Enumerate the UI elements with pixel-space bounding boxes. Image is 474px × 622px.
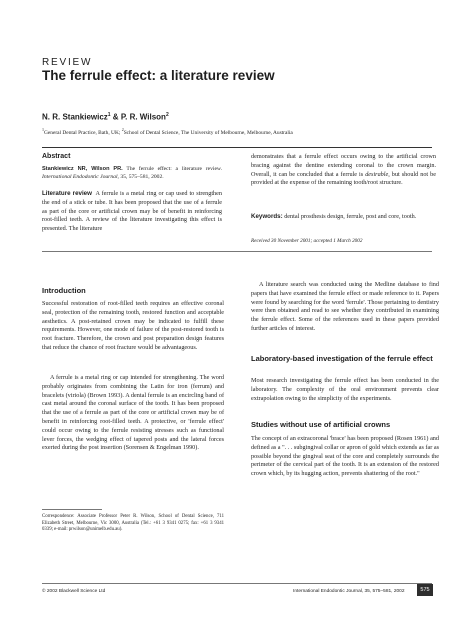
right-paragraph-2: Most research investigating the ferrule effect has been conducted in the laboratory. The complexity of the oral environment prevents clear extrapolation owing to the simplicity of the experiments.: [251, 377, 439, 402]
article-title: The ferrule effect: a literature review: [42, 68, 275, 83]
abstract-top-rule: [42, 147, 432, 148]
right-paragraph-3: The concept of an extracoronal 'brace' has been proposed (Rosen 1961) and defined as a ". . . subgingival collar or apron of gold which extends as far as possible beyond the gingival seat of the core and completely surrounds the perimeter of the cervical part of the tooth. It is an extension of the restored crown which, by its hugging action, prevents shattering of the root.": [251, 435, 439, 478]
keywords: [251, 213, 436, 222]
intro-paragraph-1: Successful restoration of root-filled teeth requires an effective coronal seal, protection of the remaining tooth, restored function and acceptable aesthetics. A post-retained crown may be indicated to fulfill these requirements. However, one mode of failure of the post-restored tooth is root fracture. Therefore, the crown and post preparation design features that reduce the chance of root fracture would be advantageous.: [42, 300, 224, 351]
abstract-bottom-rule: [42, 251, 432, 252]
footer-journal-volume: 35, 575–581, 2002: [363, 589, 405, 594]
author-amp: &: [110, 112, 121, 122]
section-heading-studies: Studies without use of artificial crowns: [251, 420, 391, 429]
keywords-text: dental prosthesis design, ferrule, post and core, tooth.: [282, 213, 417, 220]
footer-rule: [42, 583, 432, 584]
footer-journal: [293, 589, 405, 594]
keywords-label: Keywords:: [251, 213, 283, 220]
affil-sup-1: 1: [42, 127, 44, 132]
abstract-text-right-italic: desirable: [365, 170, 389, 178]
abstract-text-right-1: demonstrates that a ferrule effect occurs owing to the artificial crown bracing against the dentine extending coronal to the crown margin. Overall, it can be concluded that a ferrule is: [251, 153, 436, 178]
page-number: 575: [417, 584, 433, 596]
footer-copyright: © 2002 Blackwell Science Ltd: [42, 589, 106, 594]
correspondence-note: Correspondence: Associate Professor Peter R. Wilson, School of Dental Science, 711 Elizabeth Street, Melbourne, Vic 3000, Australia (Tel.: +61 3 9341 0275; fax: +61 3 9341 0339; e-mail: prwilson@unimelb.edu.au).: [42, 514, 224, 533]
affiliations: [42, 126, 442, 137]
section-heading-introduction: Introduction: [42, 286, 86, 295]
citation-authors: Stankiewicz NR, Wilson PR.: [42, 166, 123, 172]
author-1-sup: 1: [107, 112, 111, 118]
right-paragraph-1: A literature search was conducted using the Medline database to find papers that have examined the ferrule effect or made reference to it. Papers were found by searching for the word 'ferrule'. Those pertaining to dentistry were then obtained and read to see whether they contributed in examining the ferrule effect. Some of the references used in these papers provided further articles of interest.: [251, 281, 439, 332]
intro-paragraph-2: A ferrule is a metal ring or cap intended for strengthening. The word probably originates from combining the Latin for iron (ferrum) and bracelets (viriola) (Brown 1993). A dental ferrule is an encircling band of cast metal around the coronal surface of the tooth. It has been proposed that the use of a ferrule as part of the core or artificial crown may be of benefit in reinforcing root-filled teeth. A protective, or 'ferrule effect' could occur owing to the ferrule resisting stresses such as functional lever forces, the wedging effect of tapered posts and the lateral forces exerted during the post insertion (Sorensen & Engelman 1990).: [42, 374, 224, 452]
abstract-body-right: [251, 153, 436, 188]
abstract-citation: [42, 165, 222, 181]
abstract-body-left: [42, 190, 222, 234]
author-2: P. R. Wilson: [120, 112, 166, 122]
footer-journal-name: International Endodontic Journal,: [293, 589, 364, 594]
abstract-lead-label: Literature review: [42, 190, 92, 197]
section-heading-laboratory: Laboratory-based investigation of the ferrule effect: [251, 354, 433, 363]
citation-title: The ferrule effect: a literature review.: [122, 166, 222, 172]
author-2-sup: 2: [165, 112, 169, 118]
citation-volume: , 35, 575–581, 2002.: [117, 174, 164, 180]
abstract-text-right-2: , but should not be provided at the expense of the remaining tooth/root structure.: [251, 170, 437, 187]
footnote-rule: [42, 509, 102, 510]
received-dates: Received 30 November 2001; accepted 1 March 2002: [251, 238, 363, 244]
affil-1: General Dental Practice, Bath, UK;: [44, 129, 122, 136]
author-line: [42, 112, 169, 122]
citation-journal: International Endodontic Journal: [42, 174, 118, 180]
article-type-label: REVIEW: [42, 57, 93, 68]
author-1: N. R. Stankiewicz: [42, 112, 108, 122]
abstract-text-left: A ferrule is a metal ring or cap used to strengthen the end of a stick or tube. It has been proposed that the use of a ferrule as part of the core or artificial crown may be of benefit in reinforcing root-filled teeth. A review of the literature investigating this effect is presented. The literature: [42, 190, 224, 233]
abstract-heading: Abstract: [42, 153, 71, 160]
affil-sup-2: 2: [121, 127, 124, 132]
affil-2: School of Dental Science, The University of Melbourne, Melbourne, Australia: [123, 129, 293, 136]
